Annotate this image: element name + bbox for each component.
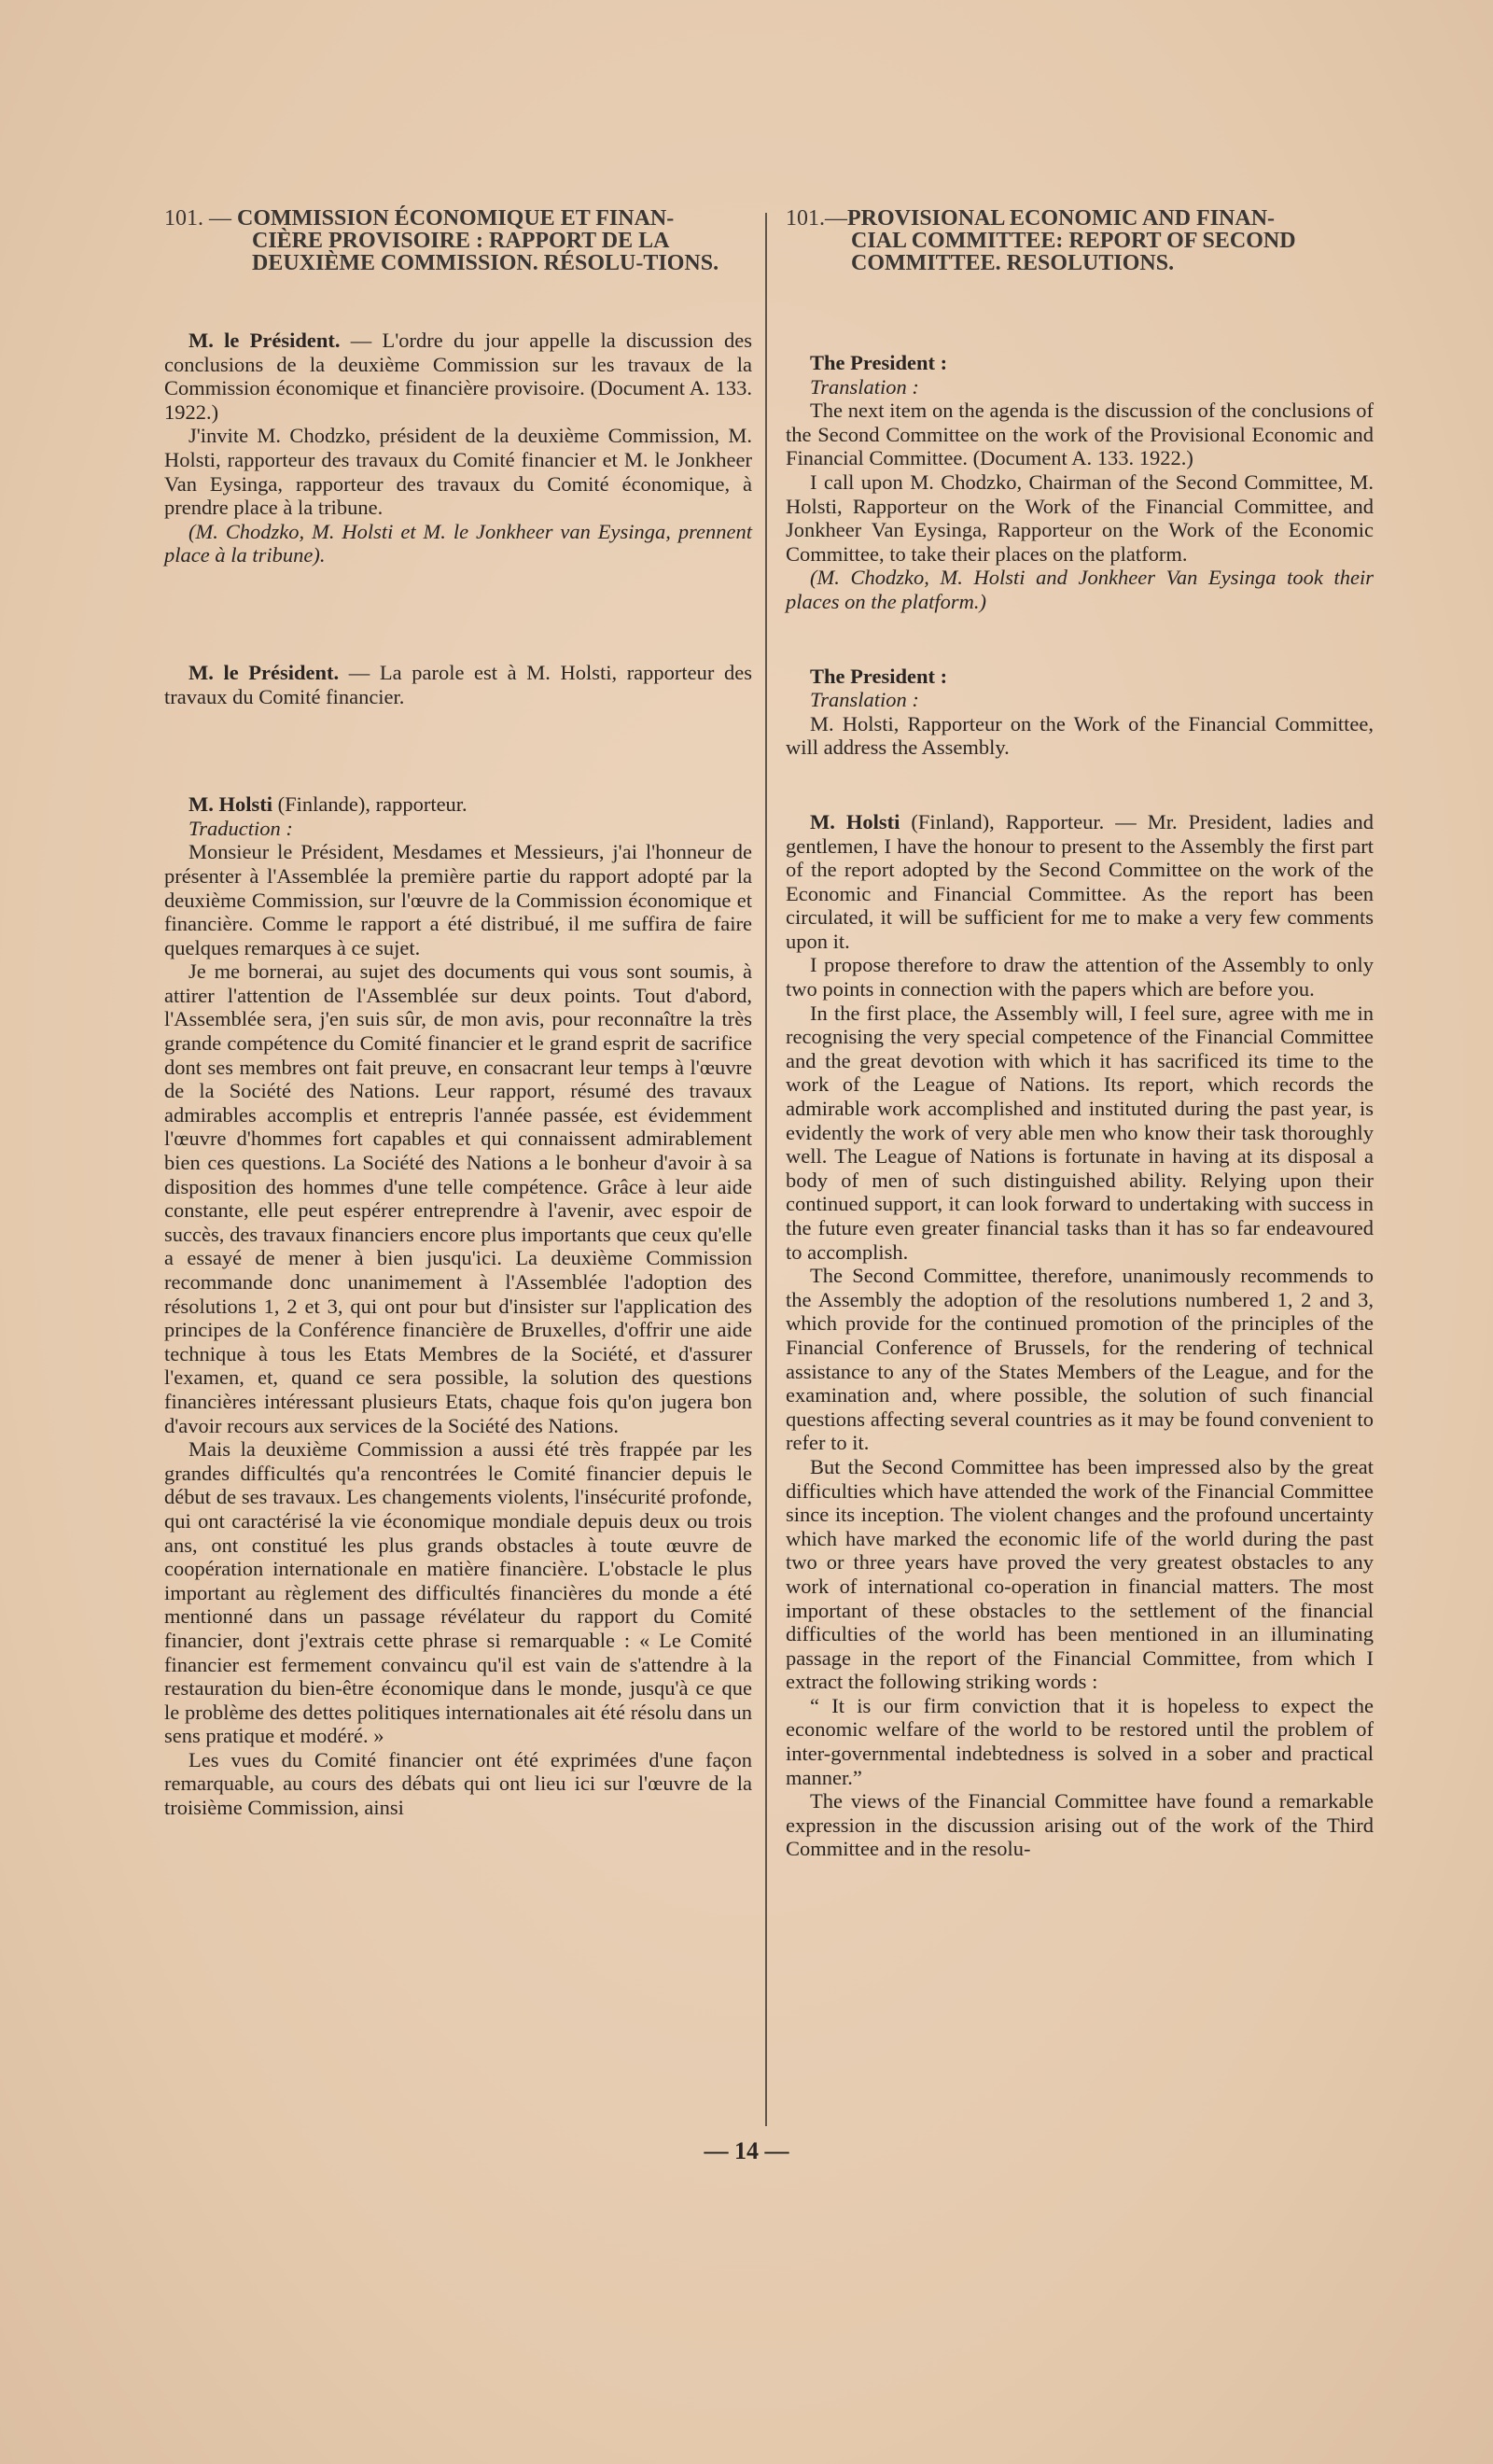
speech-paragraph: The views of the Financial Committee have found a remarkable expression in the discussion arising out of the work of the Third Committee and in the resolu- bbox=[786, 1789, 1374, 1861]
quoted-passage: “ It is our firm conviction that it is hopeless to expect the economic welfare of the world to be restored until the problem of inter-governmental indebtedness is solved in a sober and practical manner.” bbox=[786, 1693, 1374, 1789]
speaker-name: M. le Président. bbox=[188, 329, 341, 352]
translation-label: Traduction : bbox=[188, 816, 293, 840]
speech-text: — L'ordre du jour appelle la discussion des conclusions de la deuxième Commission sur les travaux de la Commission économique et financière provisoire. (Document A. 133. 1922.) bbox=[164, 329, 752, 424]
speaker-name: The President : bbox=[810, 351, 948, 374]
speech-text: — La parole est à M. Holsti, rapporteur des travaux du Comité financier. bbox=[164, 660, 752, 708]
english-heading-number: 101.— bbox=[786, 206, 847, 231]
speech-paragraph: Les vues du Comité financier ont été exprimées d'une façon remarquable, au cours des débats qui ont lieu ici sur l'œuvre de la troisième Commission, ainsi bbox=[164, 1747, 752, 1820]
english-heading-rest: CIAL COMMITTEE: REPORT OF SECOND COMMITTEE. RESOLUTIONS. bbox=[851, 229, 1296, 275]
stage-direction: (M. Chodzko, M. Holsti et M. le Jonkheer van Eysinga, prennent place à la tribune). bbox=[164, 519, 752, 567]
speaker-role: (Finlande), rapporteur. bbox=[272, 792, 467, 817]
english-holsti-block bbox=[786, 810, 1374, 1861]
speech-paragraph: But the Second Committee has been impressed also by the great difficulties which have attended the work of the Financial Committee since its inception. The violent changes and the profound uncertainty which have marked the economic life of the world during the past two or three years have proved the very greatest obstacles to any work of international co-operation in financial matters. The most important of these obstacles to the settlement of the financial difficulties of the world has been mentioned in an illuminating passage in the report of the Financial Committee, from which I extract the following striking words : bbox=[786, 1454, 1374, 1694]
stage-direction: (M. Chodzko, M. Holsti and Jonkheer Van Eysinga took their places on the platform.) bbox=[786, 566, 1374, 613]
speech-paragraph: Je me bornerai, au sujet des documents qui vous sont soumis, à attirer l'attention de l'Assemblée sur deux points. Tout d'abord, l'Assemblée sera, j'en suis sûr, de mon avis, pour reconnaître la très grande compétence du Comité financier et le grand esprit de sacrifice dont ses membres ont fait preuve, en consacrant leur temps à l'œuvre de la Société des Nations. Leur rapport, résumé des travaux admirables accomplis et entrepris l'année passée, est évidemment l'œuvre d'hommes fort capables et qui connaissent admirablement bien ces questions. La Société des Nations a le bonheur d'avoir à sa disposition des hommes d'une telle compétence. Grâce à leur aide constante, elle peut espérer entreprendre à l'avenir, avec espoir de succès, des travaux financiers encore plus importants que ceux qu'elle a essayé de mener à bien jusqu'ici. La deuxième Commission recommande donc unanimement à l'Assemblée l'adoption des résolutions 1, 2 et 3, qui ont pour but d'insister sur l'application des principes de la Conférence financière de Bruxelles, d'offrir une aide technique à tous les Etats Membres de la Société, et d'assurer l'examen, et, quand ce sera possible, la solution des questions financières intéressant plusieurs Etats, chaque fois qu'on jugera bon d'avoir recours aux services de la Société des Nations. bbox=[164, 959, 752, 1437]
translation-label: Translation : bbox=[810, 374, 919, 399]
speaker-name: M. le Président. bbox=[188, 660, 340, 684]
speech-text: (Finland), Rapporteur. — Mr. President, ladies and gentlemen, I have the honour to present to the Assembly the first part of the report adopted by the Second Committee on the work of the Economic and Financial Committee. As the report has been circulated, it will be sufficient for me to make a very few comments upon it. bbox=[786, 809, 1374, 953]
english-president-block-1 bbox=[786, 351, 1374, 614]
french-section-heading bbox=[164, 207, 752, 274]
french-heading-rest: CIÈRE PROVISOIRE : RAPPORT DE LA DEUXIÈME COMMISSION. RÉSOLU-TIONS. bbox=[252, 229, 719, 275]
english-section-heading bbox=[786, 207, 1374, 274]
speech-paragraph: The Second Committee, therefore, unanimously recommends to the Assembly the adoption of the resolutions numbered 1, 2 and 3, which provide for the continued promotion of the principles of the Financial Conference of Brussels, for the rendering of technical assistance to any of the States Members of the League, and for the examination and, where possible, the solution of such financial questions affecting several countries as it may be found convenient to refer to it. bbox=[786, 1264, 1374, 1455]
english-heading-first-line: PROVISIONAL ECONOMIC AND FINAN- bbox=[847, 206, 1276, 231]
speech-paragraph: I call upon M. Chodzko, Chairman of the Second Committee, M. Holsti, Rapporteur on the Work of the Financial Committee, and Jonkheer Van Eysinga, Rapporteur on the Work of the Economic Committee, to take their places on the platform. bbox=[786, 469, 1374, 566]
english-column bbox=[786, 207, 1374, 1911]
english-president-block-2 bbox=[786, 665, 1374, 760]
french-president-block-1 bbox=[164, 329, 752, 567]
column-divider bbox=[765, 213, 767, 2126]
translation-label: Translation : bbox=[810, 688, 919, 712]
french-holsti-block bbox=[164, 792, 752, 1820]
speech-paragraph: J'invite M. Chodzko, président de la deuxième Commission, M. Holsti, rapporteur des travaux du Comité financier et M. le Jonkheer Van Eysinga, rapporteur des travaux du Comité économique, à prendre place à la tribune. bbox=[164, 424, 752, 520]
french-heading-number: 101. — bbox=[164, 206, 231, 231]
speaker-name: The President : bbox=[810, 664, 948, 688]
speech-paragraph: I propose therefore to draw the attention of the Assembly to only two points in connection with the papers which are before you. bbox=[786, 953, 1374, 1001]
speech-paragraph: In the first place, the Assembly will, I feel sure, agree with me in recognising the very special competence of the Financial Committee and the great devotion with which it has sacrificed its time to the work of the League of Nations. Its report, which records the admirable work accomplished and instituted during the past year, is evidently the work of very able men who know their task thoroughly well. The League of Nations is fortunate in having at its disposal a body of men of such distinguished ability. Relying upon their continued support, it can look forward to undertaking with success in the future even greater financial tasks than it has so far endeavoured to accomplish. bbox=[786, 1001, 1374, 1264]
speech-paragraph: Monsieur le Président, Mesdames et Messieurs, j'ai l'honneur de présenter à l'Assemblée la première partie du rapport adopté par la deuxième Commission, sur l'œuvre de la Commission économique et financière. Comme le rapport a été distribué, il me suffira de faire quelques remarques à ce sujet. bbox=[164, 840, 752, 959]
speech-paragraph: Mais la deuxième Commission a aussi été très frappée par les grandes difficultés qu'a rencontrées le Comité financier depuis le début de ses travaux. Les changements violents, l'insécurité profonde, qui ont caractérisé la vie économique mondiale depuis deux ou trois ans, ont constitué les plus grands obstacles à toute œuvre de coopération internationale en matière financière. L'obstacle le plus important au règlement des difficultés financières du monde a été mentionné dans un passage révélateur du rapport du Comité financier, dont j'extrais cette phrase si remarquable : « Le Comité financier est fermement convaincu qu'il est vain de s'attendre à la restauration du bien-être économique dans le monde, jusqu'à ce que le problème des dettes politiques internationales ait été résolu dans un sens pratique et modéré. » bbox=[164, 1437, 752, 1748]
speech-paragraph: M. Holsti, Rapporteur on the Work of the Financial Committee, will address the Assembly. bbox=[786, 711, 1374, 760]
speaker-name: M. Holsti bbox=[810, 809, 900, 833]
speech-paragraph: The next item on the agenda is the discussion of the conclusions of the Second Committee on the work of the Provisional Economic and Financial Committee. (Document A. 133. 1922.) bbox=[786, 399, 1374, 470]
french-column bbox=[164, 207, 752, 1870]
speaker-name: M. Holsti bbox=[188, 792, 272, 817]
french-president-block-2 bbox=[164, 661, 752, 708]
page-number: — 14 — bbox=[704, 2137, 789, 2164]
french-heading-first-line: COMMISSION ÉCONOMIQUE ET FINAN- bbox=[237, 206, 675, 231]
